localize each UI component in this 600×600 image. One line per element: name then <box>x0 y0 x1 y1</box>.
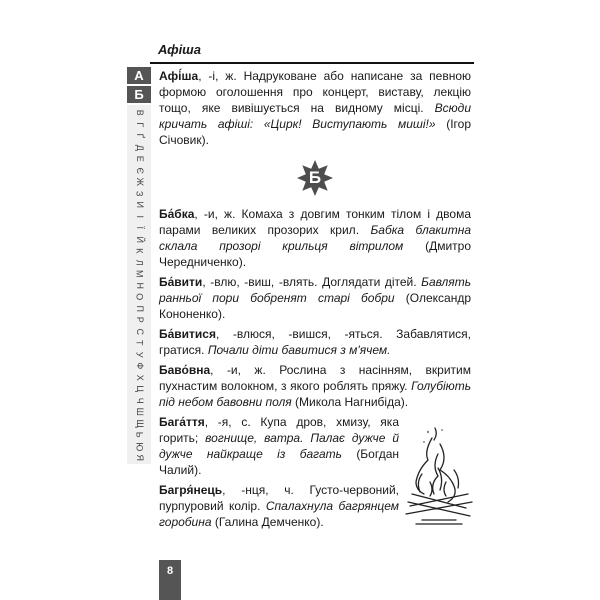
alphabet-letter[interactable]: Ь <box>134 431 145 438</box>
example: Спалахнула багрянцем горобина <box>159 499 400 529</box>
citation: (Олександр Кононенко). <box>159 291 471 321</box>
alphabet-tab-a[interactable]: А <box>127 67 151 84</box>
alphabet-letter[interactable]: Д <box>134 144 145 151</box>
alphabet-letter[interactable]: Ґ <box>134 133 145 138</box>
alphabet-letter[interactable]: З <box>134 190 145 196</box>
page-header <box>150 40 474 64</box>
alphabet-letter[interactable]: Я <box>134 454 145 461</box>
entry-baviti <box>159 274 471 322</box>
alphabet-letter[interactable]: О <box>134 293 145 301</box>
definition: Забавлятися, гратися. <box>159 327 471 357</box>
entry-babka <box>159 206 471 270</box>
citation: (Ігор Січовик). <box>159 117 471 147</box>
headword: Ба́витися <box>159 327 216 341</box>
headword: Бага́ття <box>159 415 205 429</box>
headword: Ба́вити <box>159 275 203 289</box>
alphabet-letter[interactable]: В <box>134 109 145 116</box>
alphabet-letter[interactable]: Ж <box>134 177 145 186</box>
example: Палає дужче й дужче найкраще із багать <box>159 431 399 461</box>
alphabet-letter[interactable]: Ч <box>134 397 145 404</box>
alphabet-letter[interactable]: Й <box>134 236 145 243</box>
running-head: Афіша <box>158 42 201 57</box>
campfire-illustration <box>402 424 476 532</box>
alphabet-letter[interactable]: Ш <box>134 407 145 416</box>
alphabet-letter[interactable]: І <box>134 214 145 218</box>
alphabet-letter[interactable]: Ц <box>134 385 145 393</box>
grammar: , -влюся, -вишся, -яться. <box>215 327 383 341</box>
grammar: , -і, ж. <box>198 69 237 83</box>
entry-afisha <box>159 68 471 148</box>
example: Почали діти бавитися з м'ячем. <box>207 343 391 357</box>
alphabet-letter[interactable]: Н <box>134 282 145 289</box>
definition: Доглядати дітей. <box>317 275 422 289</box>
alphabet-letter[interactable]: К <box>134 248 145 254</box>
entry-bavovna <box>159 362 471 410</box>
example: Бабка блакитна склала прозорі крильця вітрилом <box>159 223 471 253</box>
section-marker <box>159 160 471 196</box>
alphabet-letter[interactable]: М <box>134 270 145 278</box>
alphabet-letter[interactable]: Ї <box>134 226 145 230</box>
alphabet-letter[interactable]: П <box>134 305 145 312</box>
alphabet-letter[interactable]: Х <box>134 374 145 381</box>
headword: Багря́нець <box>159 483 223 497</box>
example: Голубіють під небом бавовни поля <box>159 379 471 409</box>
grammar: , -я, с. <box>204 415 251 429</box>
entry-bahrianets <box>159 482 399 530</box>
alphabet-letter[interactable]: Л <box>134 259 145 266</box>
example: Бавлять ранньої пори бобренят старі бобри <box>159 275 472 305</box>
alphabet-letter[interactable]: Р <box>134 316 145 323</box>
section-badge <box>297 160 333 196</box>
citation: (Богдан Чалий). <box>159 447 399 477</box>
citation: (Дмитро Чередниченко). <box>159 239 471 269</box>
header-rule <box>150 62 474 64</box>
headword: Баво́вна <box>159 363 211 377</box>
alphabet-letter[interactable]: Г <box>134 121 145 127</box>
alphabet-letter[interactable]: Ф <box>134 362 145 370</box>
grammar: , -и, ж. <box>194 207 236 221</box>
headword: Афі́ша <box>159 69 199 83</box>
definition: Рослина з насінням, вкритим пухнастим волокном, з якого роблять пряжу. <box>159 363 472 393</box>
alphabet-sidebar <box>127 67 151 464</box>
definition: Купа дров, хмизу, яка горить; <box>159 415 399 445</box>
page-number: 8 <box>159 560 181 600</box>
alphabet-letter[interactable]: Т <box>134 340 145 346</box>
alphabet-letter[interactable]: Є <box>134 167 145 174</box>
alphabet-tab-b[interactable]: Б <box>127 86 151 103</box>
example: Всюди кричать афіші: «Цирк! Виступають миші!» <box>159 101 471 131</box>
citation: (Галина Демченко). <box>211 515 324 529</box>
headword: Ба́бка <box>159 207 195 221</box>
synonyms: вогнище, ватра. <box>205 431 304 445</box>
alphabet-letter-list <box>127 105 151 464</box>
alphabet-letter[interactable]: Ю <box>134 441 145 451</box>
alphabet-letter[interactable]: Е <box>134 155 145 162</box>
entry-bavitisia <box>159 326 471 358</box>
citation: (Микола Нагнибіда). <box>291 395 409 409</box>
grammar: , -нця, ч. <box>222 483 294 497</box>
definition: Надруковане або написане за певною формою оголошення про концерт, виставу, лекцію тощо, яке вивішується на видному місці. <box>159 69 472 115</box>
entry-bahattia <box>159 414 399 478</box>
definition: Густо-червоний, пурпуровий колір. <box>159 483 399 513</box>
grammar: , -и, ж. <box>210 363 266 377</box>
alphabet-letter[interactable]: У <box>134 351 145 358</box>
alphabet-letter[interactable]: Щ <box>134 419 145 428</box>
grammar: , -влю, -виш, -влять. <box>202 275 318 289</box>
section-letter: Б <box>308 168 322 187</box>
definition: Комаха з довгим тонким тілом і двома парами великих прозорих крил. <box>159 207 471 237</box>
alphabet-letter[interactable]: С <box>134 328 145 335</box>
alphabet-letter[interactable]: И <box>134 201 145 208</box>
